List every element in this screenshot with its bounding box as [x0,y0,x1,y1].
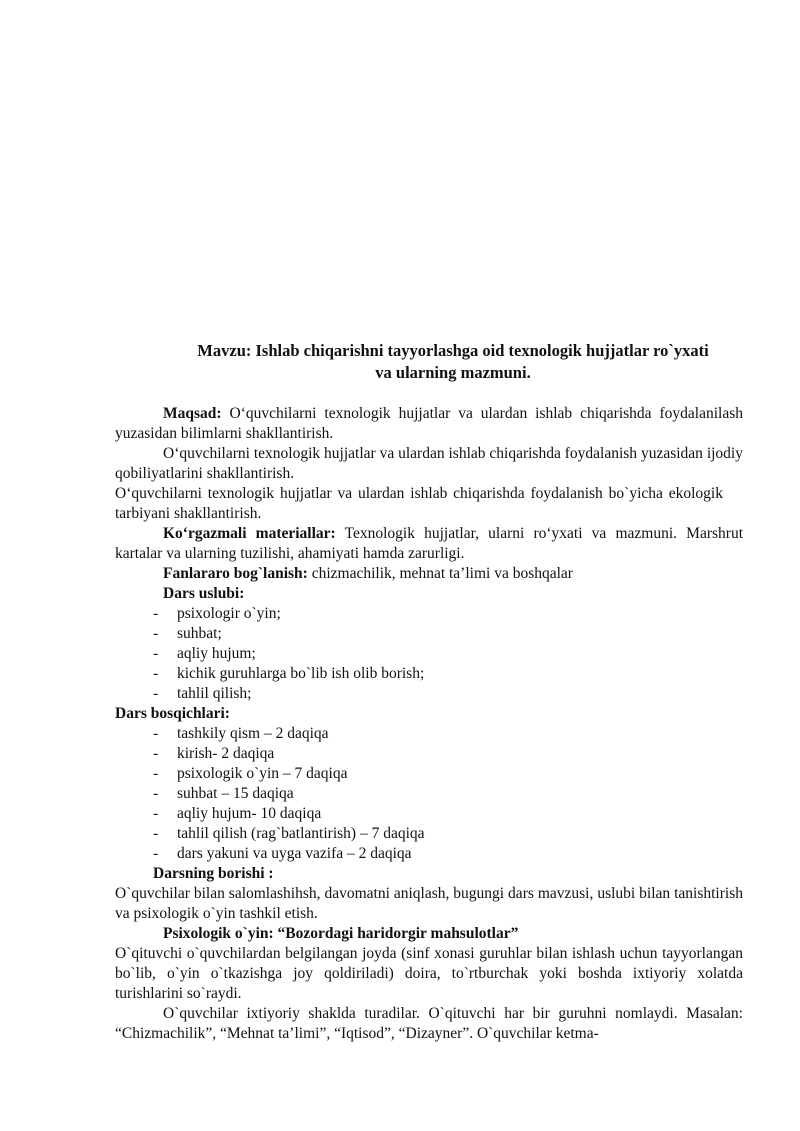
korgazmali-text: Texnologik hujjatlar, ularni ro‘yxati va mazmuni. Marshrut kartalar va ularning tuzilishi, ahamiyati hamda zarurligi. [115,525,743,562]
maqsad-paragraph-2: O‘quvchilarni texnologik hujjatlar va ulardan ishlab chiqarishda foydalanish yuzasidan ijodiy qobiliyatlarini shakllantirish. [115,445,743,482]
title-line-2: va ularning mazmuni. [375,363,531,382]
maqsad-text: O‘quvchilarni texnologik hujjatlar va ulardan ishlab chiqarishda foydalanilash yuzasidan bilimlarni shakllantirish. [115,405,743,442]
list-item: - suhbat – 15 daqiqa [115,784,743,804]
maqsad-paragraph-3: O‘quvchilarni texnologik hujjatlar va ulardan ishlab chiqarishda foydalanish bo`yicha ekologik tarbiyani shakllantirish. [115,485,723,522]
list-item: - suhbat; [115,624,743,644]
document-page [115,340,743,1044]
list-item: - tashkily qism – 2 daqiqa [115,724,743,744]
korgazmali-paragraph [115,524,743,564]
psixologik-heading: Psixologik o`yin: “Bozordagi haridorgir mahsulotlar” [163,925,519,942]
darsning-borishi-text: O`quvchilar bilan salomlashihsh, davomatni aniqlash, bugungi dars mavzusi, uslubi bilan tanishtirish va psixologik o`yin tashkil etish. [115,885,743,922]
list-item: - aqliy hujum- 10 daqiqa [115,804,743,824]
list-item: - kichik guruhlarga bo`lib ish olib borish; [115,664,743,684]
psixologik-paragraph-1: O`qituvchi o`quvchilardan belgilangan joyda (sinf xonasi guruhlar bilan ishlash uchun tayyorlangan bo`lib, o`yin o`tkazishga joy qoldiriladi) doira, to`rtburchak yoki boshda ixtiyoriy xolatda turishlarini so`raydi. [115,945,743,1002]
list-item: - aqliy hujum; [115,644,743,664]
darsning-borishi-heading: Darsning borishi : [153,865,274,882]
fanlararo-label: Fanlararo bog`lanish: [163,565,308,582]
psixologik-paragraph-2: O`quvchilar ixtiyoriy shaklda turadilar. O`qituvchi har bir guruhni nomlaydi. Masalan: “Chizmachilik”, “Mehnat ta’limi”, “Iqtisod”, “Dizayner”. O`quvchilar ketma- [115,1005,743,1042]
list-item: - psixologir o`yin; [115,604,743,624]
document-title [163,340,743,384]
title-line-1: Mavzu: Ishlab chiqarishni tayyorlashga oid texnologik hujjatlar ro`yxati [197,341,709,360]
list-item: - kirish- 2 daqiqa [115,744,743,764]
dars-uslubi-list [115,604,743,704]
list-item: - psixologik o`yin – 7 daqiqa [115,764,743,784]
fanlararo-paragraph [115,564,743,584]
maqsad-paragraph [115,404,743,444]
list-item: - tahlil qilish; [115,684,743,704]
dars-uslubi-heading: Dars uslubi: [163,585,245,602]
list-item: - tahlil qilish (rag`batlantirish) – 7 daqiqa [115,824,743,844]
fanlararo-text: chizmachilik, mehnat ta’limi va boshqalar [307,565,573,582]
korgazmali-label: Ko‘rgazmali materiallar: [163,525,336,542]
dars-bosqichlari-list [115,724,743,864]
list-item: - dars yakuni va uyga vazifa – 2 daqiqa [115,844,743,864]
dars-bosqichlari-heading: Dars bosqichlari: [115,705,230,722]
maqsad-label: Maqsad: [163,405,222,422]
